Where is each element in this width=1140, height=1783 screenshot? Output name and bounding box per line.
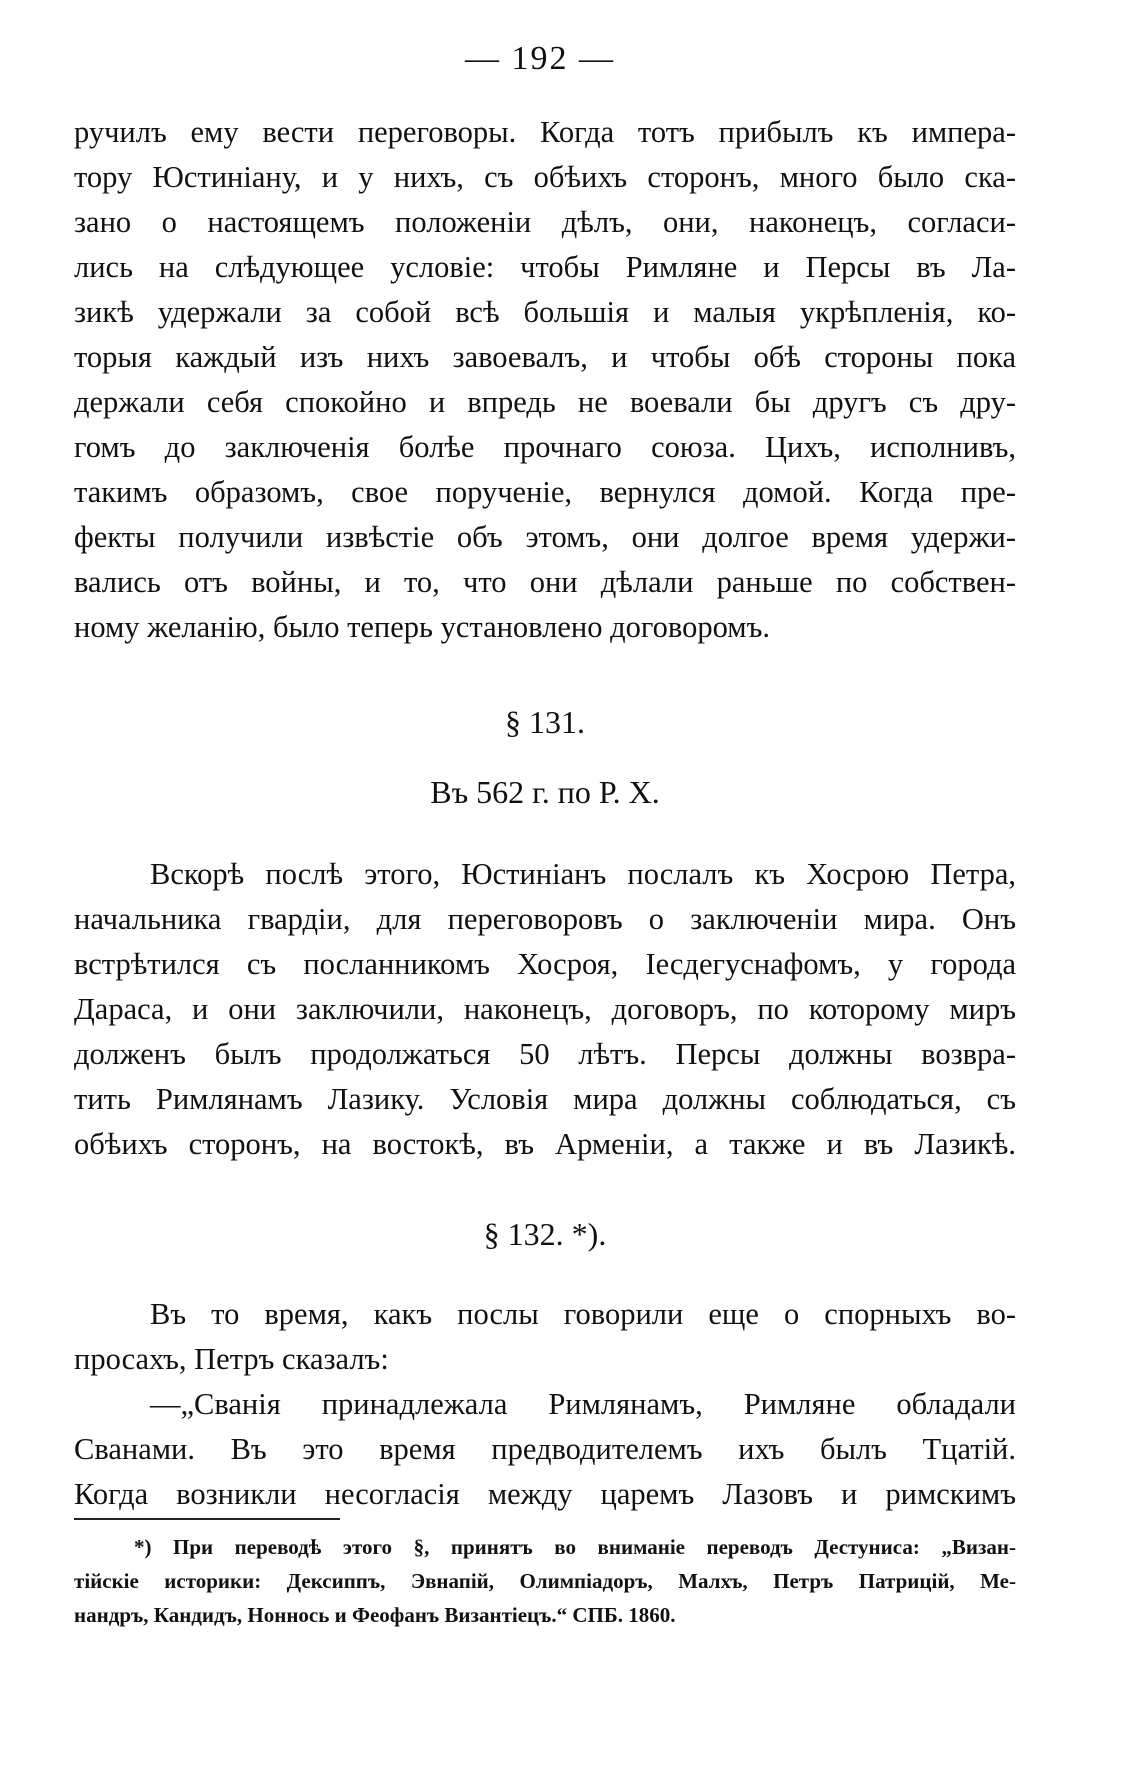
paragraph-line: обѣихъ сторонъ, на востокѣ, въ Арменіи, а также и въ Лазикѣ. [74, 1127, 1016, 1161]
paragraph-line: просахъ, Петръ сказалъ: [74, 1342, 389, 1376]
footnote-divider [74, 1518, 340, 1520]
paragraph-line: лись на слѣдующее условіе: чтобы Римляне и Персы въ Ла- [74, 250, 1016, 284]
paragraph-line: Вскорѣ послѣ этого, Юстиніанъ послалъ къ Хосрою Петра, [150, 857, 1016, 891]
paragraph-line: Дараса, и они заключили, наконецъ, договоръ, по которому миръ [74, 992, 1016, 1026]
paragraph-line: встрѣтился съ посланникомъ Хосроя, Іесдегуснафомъ, у города [74, 947, 1016, 981]
section-131-heading: § 131. [505, 704, 585, 740]
paragraph-line: Въ то время, какъ послы говорили еще о спорныхъ во- [150, 1297, 1016, 1331]
paragraph-line: фекты получили извѣстіе объ этомъ, они долгое время удержи- [74, 520, 1016, 554]
paragraph-line: держали себя спокойно и впредь не воевали бы другъ съ дру- [74, 385, 1016, 419]
paragraph-line: такимъ образомъ, свое порученіе, вернулся домой. Когда пре- [74, 475, 1016, 509]
paragraph-line: тору Юстиніану, и у нихъ, съ обѣихъ сторонъ, много было ска- [74, 160, 1016, 194]
paragraph-line: вались отъ войны, и то, что они дѣлали раньше по собствен- [74, 565, 1016, 599]
paragraph-line: Когда возникли несогласія между царемъ Лазовъ и римскимъ [74, 1477, 1016, 1511]
paragraph-line: ному желанію, было теперь установлено договоромъ. [74, 610, 770, 644]
section-131-date: Въ 562 г. по Р. Х. [430, 774, 660, 810]
paragraph-line: торыя каждый изъ нихъ завоевалъ, и чтобы обѣ стороны пока [74, 340, 1016, 374]
paragraph-line: ручилъ ему вести переговоры. Когда тотъ прибылъ къ импера- [74, 115, 1016, 149]
section-132-heading: § 132. *). [483, 1216, 607, 1252]
paragraph-line: —„Сванія принадлежала Римлянамъ, Римляне обладали [150, 1387, 1016, 1421]
paragraph-line: долженъ былъ продолжаться 50 лѣтъ. Персы должны возвра- [74, 1037, 1016, 1071]
footnote-line: *) При переводѣ этого §, принятъ во вниманіе переводъ Дестуниса: „Визан- [134, 1535, 1016, 1559]
paragraph-line: тить Римлянамъ Лазику. Условія мира должны соблюдаться, съ [74, 1082, 1016, 1116]
footnote-line: тійскіе историки: Дексиппъ, Эвнапій, Олимпіадоръ, Малхъ, Петръ Патрицій, Ме- [74, 1569, 1016, 1593]
footnote-line: нандръ, Кандидъ, Ноннось и Феофанъ Византіецъ.“ СПБ. 1860. [74, 1603, 676, 1627]
paragraph-line: зано о настоящемъ положеніи дѣлъ, они, наконецъ, согласи- [74, 205, 1016, 239]
paragraph-line: Сванами. Въ это время предводителемъ ихъ былъ Тцатій. [74, 1432, 1016, 1466]
paragraph-line: зикѣ удержали за собой всѣ большія и малыя укрѣпленія, ко- [74, 295, 1016, 329]
paragraph-line: гомъ до заключенія болѣе прочнаго союза. Цихъ, исполнивъ, [74, 430, 1016, 464]
page-number: — 192 — [465, 40, 615, 77]
paragraph-line: начальника гвардіи, для переговоровъ о заключеніи мира. Онъ [74, 902, 1016, 936]
